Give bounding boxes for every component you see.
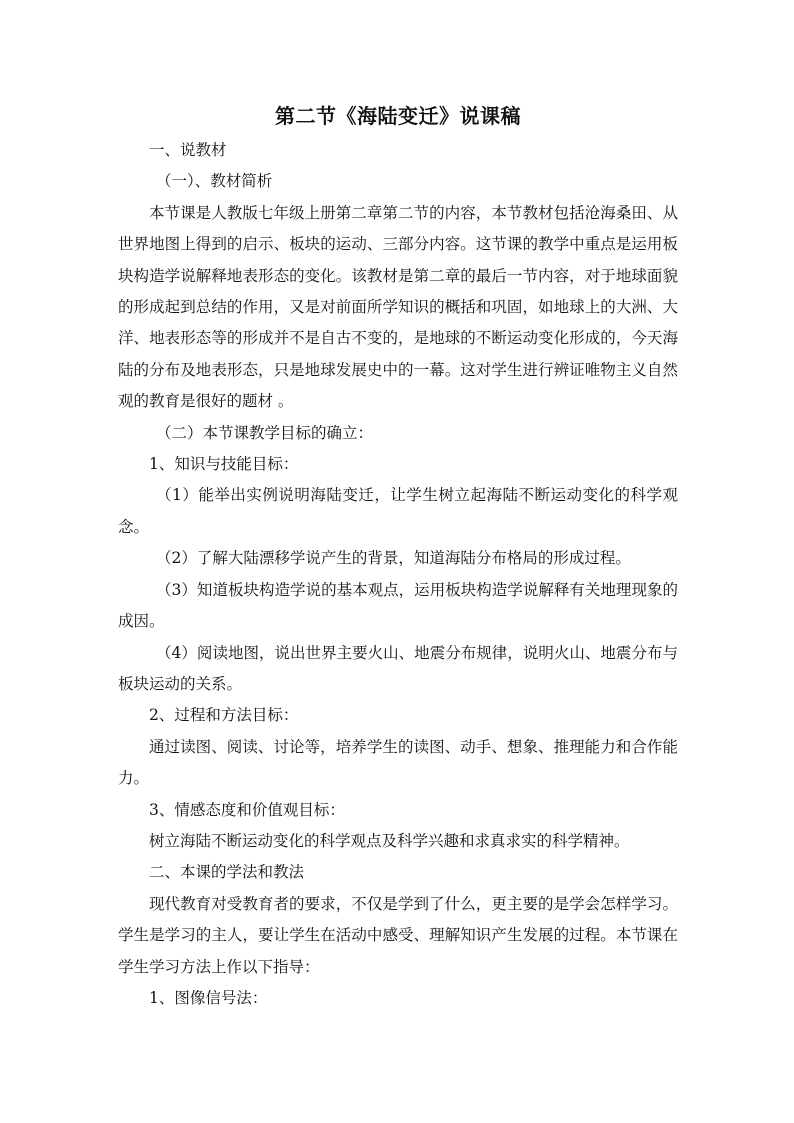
heading-goal-knowledge: 1、知识与技能目标： — [149, 455, 299, 474]
goal-item-3: （3）知道板块构造学说的基本观点，运用板块构造学说解释有关地理现象的成因。 — [118, 580, 678, 631]
paragraph-attitude-goal: 树立海陆不断运动变化的科学观点及科学兴趣和求真求实的科学精神。 — [149, 831, 630, 850]
heading-goal-process: 2、过程和方法目标： — [149, 706, 299, 725]
heading-section-1: 一、说教材 — [149, 141, 227, 159]
document-title: 第二节《海陆变迁》说课稿 — [275, 104, 521, 128]
paragraph-learning-method: 现代教育对受教育者的要求，不仅是学到了什么，更主要的是学会怎样学习。学生是学习的主人，要让学生在活动中感受、理解知识产生发展的过程。本节课在学生学习方法上作以下指导： — [118, 894, 678, 976]
heading-section-2: 二、本课的学法和教法 — [149, 863, 305, 882]
heading-subsection-1: （一）、教材简析 — [156, 172, 273, 191]
heading-goal-attitude: 3、情感态度和价值观目标： — [149, 800, 345, 819]
heading-method-1: 1、图像信号法： — [149, 988, 268, 1007]
goal-item-1: （1）能举出实例说明海陆变迁，让学生树立起海陆不断运动变化的科学观念。 — [118, 486, 678, 536]
goal-item-2: （2）了解大陆漂移学说产生的背景，知道海陆分布格局的形成过程。 — [156, 549, 631, 568]
heading-subsection-2: （二）本节课教学目标的确立： — [156, 423, 374, 442]
paragraph-material-analysis: 本节课是人教版七年级上册第二章第二节的内容，本节教材包括沧海桑田、从世界地图上得到的启示、板块的运动、三部分内容。这节课的教学中重点是运用板块构造学说解释地表形态的变化。该教材是第二章的最后一节内容，对于地球面貌的形成起到总结的作用，又是对前面所学知识的概括和巩固，如地球上的大洲、大洋、地表形态等的形成并不是自古不变的，是地球的不断运动变化形成的，今天海陆的分布及地表形态，只是地球发展史中的一幕。这对学生进行辨证唯物主义自然观的教育是很好的题材 。 — [118, 203, 678, 411]
document-page — [118, 100, 678, 1014]
paragraph-process-goal: 通过读图、阅读、讨论等，培养学生的读图、动手、想象、推理能力和合作能力。 — [118, 737, 678, 788]
goal-item-4: （4）阅读地图，说出世界主要火山、地震分布规律，说明火山、地震分布与板块运动的关系。 — [118, 643, 678, 693]
